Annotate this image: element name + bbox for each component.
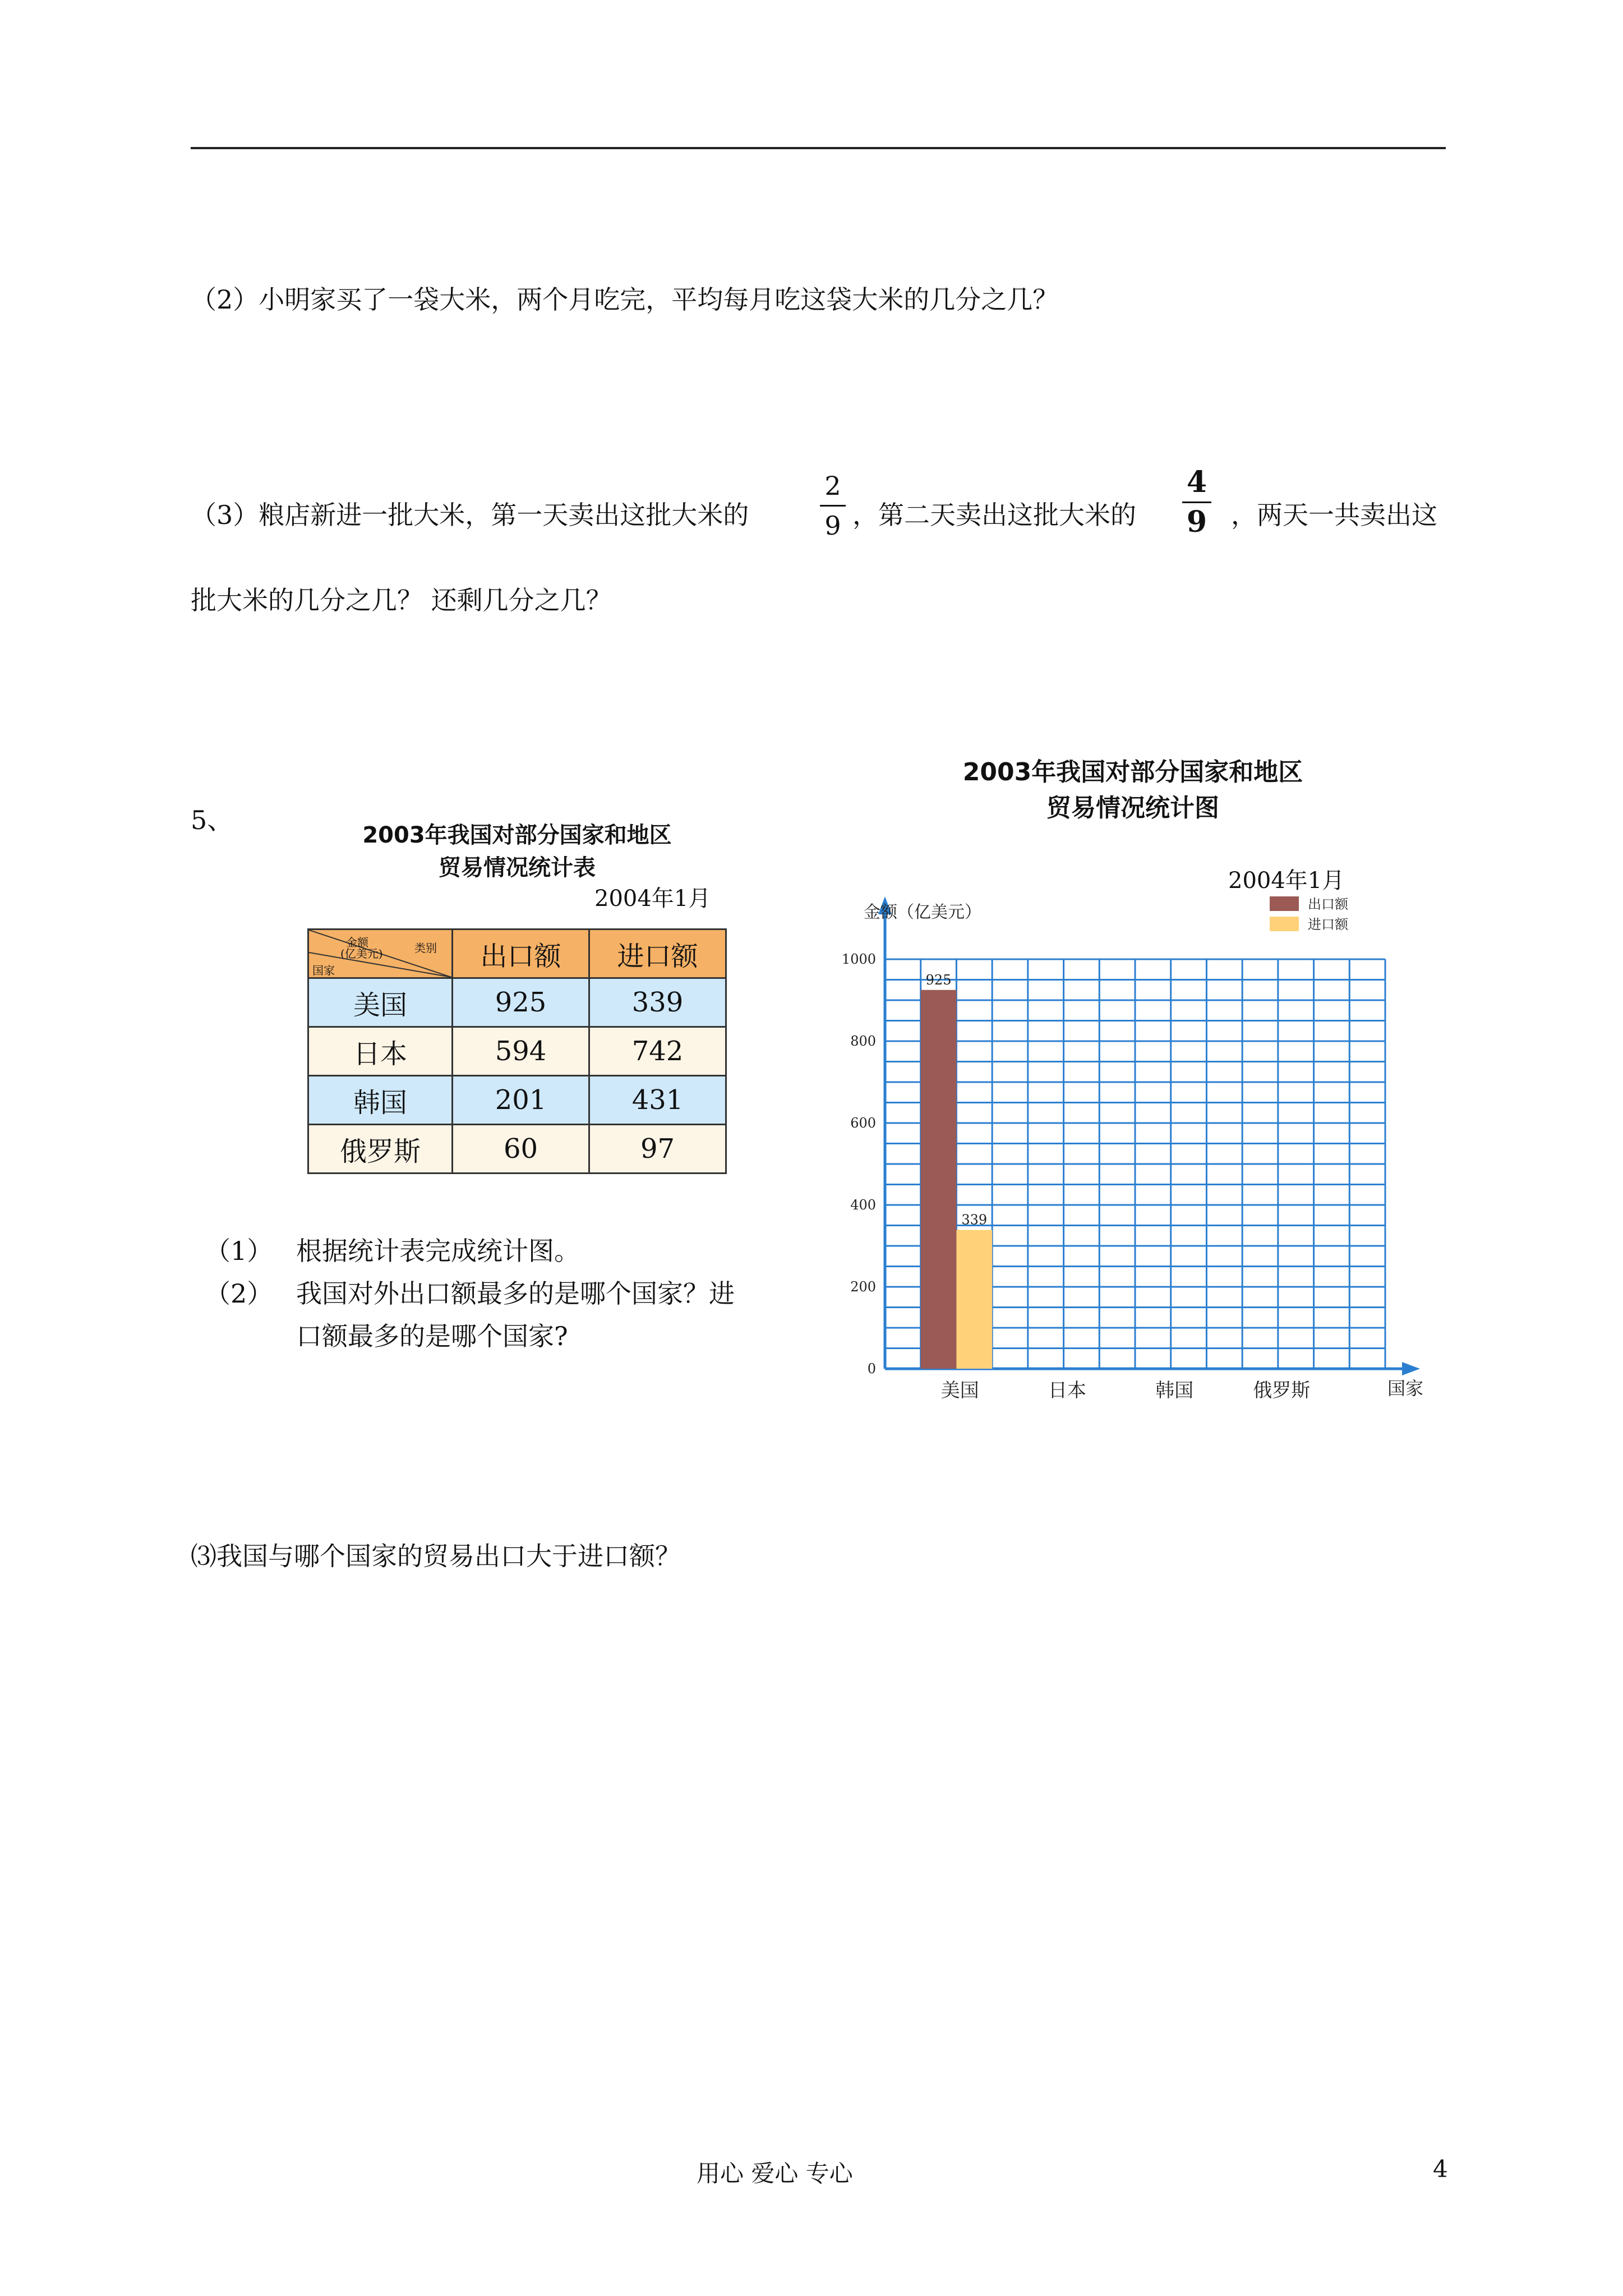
cell-country: 俄罗斯 bbox=[308, 1125, 453, 1174]
question-3-part2: ，第二天卖出这批大米的 bbox=[852, 500, 1136, 530]
chart-title-line2: 贸易情况统计图 bbox=[1046, 794, 1219, 822]
col-header-export: 出口额 bbox=[453, 930, 589, 978]
question-2: （2）小明家买了一袋大米，两个月吃完，平均每月吃这袋大米的几分之几？ bbox=[191, 284, 1059, 315]
legend-swatch bbox=[1270, 917, 1299, 931]
fraction-numerator: 2 bbox=[824, 471, 841, 501]
cell-export: 60 bbox=[453, 1125, 589, 1174]
legend-label: 进口额 bbox=[1308, 917, 1348, 932]
cell-import: 97 bbox=[589, 1125, 726, 1174]
fraction-denominator: 9 bbox=[1186, 505, 1207, 539]
x-tick-label: 美国 bbox=[940, 1379, 979, 1402]
question-3-part1: （3）粮店新进一批大米，第一天卖出这批大米的 bbox=[191, 500, 749, 530]
footer-motto: 用心 爱心 专心 bbox=[697, 2160, 853, 2187]
question-5-3: ⑶我国与哪个国家的贸易出口大于进口额？ bbox=[191, 1541, 681, 1571]
y-tick-label: 1000 bbox=[841, 951, 876, 967]
cell-import: 742 bbox=[589, 1027, 726, 1076]
task-1-number: （1） bbox=[205, 1236, 273, 1266]
diag-label-amount: 金额 bbox=[346, 936, 368, 949]
page-number: 4 bbox=[1433, 2155, 1448, 2183]
cell-export: 594 bbox=[453, 1027, 589, 1076]
bar-data-label: 925 bbox=[925, 972, 952, 988]
chart-date: 2004年1月 bbox=[1228, 868, 1345, 894]
y-tick-label: 200 bbox=[850, 1279, 876, 1295]
task-1-text: 根据统计表完成统计图。 bbox=[296, 1236, 580, 1266]
bar-data-label: 339 bbox=[961, 1212, 988, 1228]
y-axis-label: 金额（亿美元） bbox=[864, 903, 981, 922]
cell-country: 韩国 bbox=[308, 1076, 453, 1125]
table-date: 2004年1月 bbox=[594, 886, 711, 912]
y-tick-label: 800 bbox=[850, 1033, 876, 1049]
y-tick-label: 600 bbox=[850, 1115, 876, 1131]
cell-country: 美国 bbox=[308, 978, 453, 1027]
question-3-part3: ，两天一共卖出这 bbox=[1231, 500, 1437, 530]
cell-country: 日本 bbox=[308, 1027, 453, 1076]
x-tick-label: 日本 bbox=[1048, 1379, 1086, 1402]
diag-label-unit: (亿美元) bbox=[340, 947, 383, 960]
fraction-numerator: 4 bbox=[1186, 465, 1207, 499]
cell-export: 201 bbox=[453, 1076, 589, 1125]
cell-export: 925 bbox=[453, 978, 589, 1027]
bar-import bbox=[956, 1230, 992, 1369]
legend-label: 出口额 bbox=[1308, 896, 1348, 912]
task-2-text-line2: 口额最多的是哪个国家? bbox=[296, 1321, 568, 1351]
question-3-line2: 批大米的几分之几？ 还剩几分之几？ bbox=[191, 585, 612, 615]
question-5-number: 5、 bbox=[191, 805, 233, 835]
chart-title-line1: 2003年我国对部分国家和地区 bbox=[962, 758, 1303, 786]
bar-export bbox=[921, 990, 957, 1369]
x-tick-label: 俄罗斯 bbox=[1253, 1379, 1311, 1402]
x-axis-arrow bbox=[1402, 1362, 1420, 1375]
legend-swatch bbox=[1270, 896, 1299, 911]
table-title-line2: 贸易情况统计表 bbox=[439, 855, 596, 881]
cell-import: 431 bbox=[589, 1076, 726, 1125]
col-header-import: 进口额 bbox=[589, 930, 726, 978]
cell-import: 339 bbox=[589, 978, 726, 1027]
x-tick-label: 韩国 bbox=[1155, 1379, 1194, 1402]
y-tick-label: 0 bbox=[867, 1361, 876, 1377]
task-2-number: （2） bbox=[205, 1278, 273, 1309]
table-title-line1: 2003年我国对部分国家和地区 bbox=[362, 822, 672, 848]
x-axis-label: 国家 bbox=[1387, 1378, 1424, 1399]
y-tick-label: 400 bbox=[850, 1197, 876, 1213]
task-2-text: 我国对外出口额最多的是哪个国家？进 bbox=[296, 1278, 735, 1309]
diag-label-country: 国家 bbox=[312, 964, 335, 977]
diag-label-category: 类别 bbox=[414, 941, 437, 955]
fraction-denominator: 9 bbox=[824, 510, 841, 541]
